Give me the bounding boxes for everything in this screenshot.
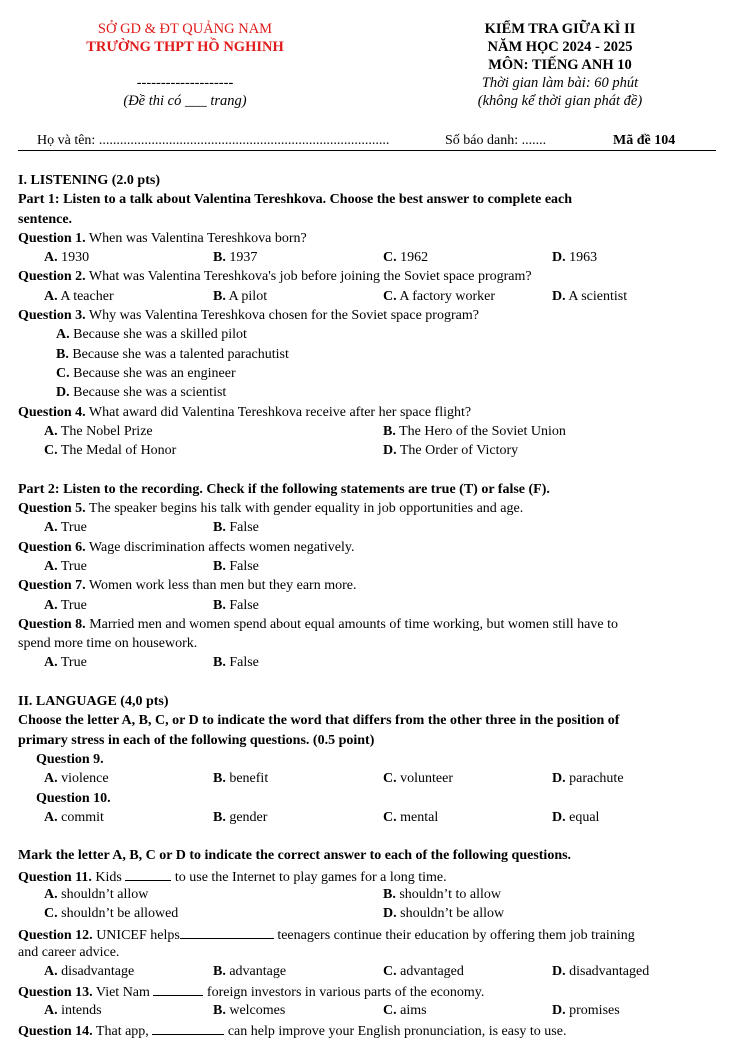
option-d[interactable]: D. 1963 — [552, 250, 598, 266]
question-6: Question 6. Wage discrimination affects women negatively. — [18, 539, 355, 555]
option-true[interactable]: A. True — [44, 597, 87, 613]
question-13-options — [18, 1001, 718, 1020]
question-label: Question 1. — [18, 230, 86, 246]
option-true[interactable]: A. True — [44, 558, 87, 574]
option-b[interactable]: B. A pilot — [213, 288, 268, 304]
option-a[interactable]: A. commit — [44, 809, 104, 825]
question-10-options — [18, 808, 718, 827]
stress-instructions-cont: primary stress in each of the following questions. (0.5 point) — [18, 732, 375, 748]
option-c[interactable]: C. advantaged — [383, 964, 464, 980]
school-year: NĂM HỌC 2024 - 2025 — [487, 39, 633, 55]
exam-code: Mã đề 104 — [613, 133, 676, 148]
question-1 — [18, 229, 718, 248]
question-8: Question 8. Married men and women spend about equal amounts of time working, but women still have to — [18, 616, 618, 632]
option-b[interactable]: B. Because she was a talented parachutist — [56, 346, 289, 362]
option-c[interactable]: C. Because she was an engineer — [56, 365, 236, 381]
option-a[interactable]: A. disadvantage — [44, 964, 135, 980]
part1-title: Part 1: Listen to a talk about Valentina Tereshkova. Choose the best answer to complete each — [18, 192, 573, 208]
option-false[interactable]: B. False — [213, 558, 259, 574]
option-d[interactable]: D. A scientist — [552, 288, 628, 304]
option-true[interactable]: A. True — [44, 655, 87, 671]
option-c[interactable]: C. mental — [383, 809, 439, 825]
question-13: Question 13. Viet Nam foreign investors in various parts of the economy. — [18, 981, 718, 1000]
question-14: Question 14. That app, can help improve your English pronunciation, is easy to use. — [18, 1020, 718, 1039]
exam-time: Thời gian làm bài: 60 phút — [481, 75, 639, 91]
option-d[interactable]: D. Because she was a scientist — [56, 385, 227, 401]
question-7-options — [18, 596, 718, 615]
question-11-options-row2 — [18, 904, 718, 923]
option-c[interactable]: C. aims — [383, 1002, 427, 1018]
option-false[interactable]: B. False — [213, 597, 259, 613]
header-right — [430, 20, 690, 110]
exam-content — [18, 171, 718, 1039]
header-divider — [18, 150, 716, 151]
question-label: Question 3. — [18, 308, 86, 324]
question-9: Question 9. — [36, 751, 104, 767]
option-a[interactable]: A. intends — [44, 1002, 102, 1018]
question-12-options — [18, 962, 718, 981]
answer-blank — [125, 866, 171, 881]
option-c[interactable]: C. A factory worker — [383, 288, 495, 304]
answer-blank — [153, 981, 203, 996]
pages-note: (Đề thi có ___ trang) — [123, 93, 247, 109]
option-d[interactable]: D. promises — [552, 1002, 620, 1018]
option-true[interactable]: A. True — [44, 520, 87, 536]
option-c[interactable]: C. The Medal of Honor — [44, 443, 177, 459]
subject-title: MÔN: TIẾNG ANH 10 — [488, 57, 632, 73]
question-10: Question 10. — [36, 790, 111, 806]
option-b[interactable]: B. advantage — [213, 964, 287, 980]
student-name-field[interactable]: Họ và tên: ................................................................................... — [37, 133, 390, 148]
option-a[interactable]: A. violence — [44, 771, 109, 787]
part1-title-cont: sentence. — [18, 211, 73, 227]
question-11-options-row1 — [18, 885, 718, 904]
option-c[interactable]: C. volunteer — [383, 771, 453, 787]
question-9-options — [18, 769, 718, 788]
question-text: What award did Valentina Tereshkova receive after her space flight? — [85, 404, 472, 420]
question-5-options — [18, 518, 718, 537]
option-false[interactable]: B. False — [213, 655, 259, 671]
time-note: (không kể thời gian phát đề) — [477, 93, 643, 109]
question-text: When was Valentina Tereshkova born? — [85, 230, 307, 246]
option-b[interactable]: B. shouldn’t to allow — [383, 886, 501, 902]
option-a[interactable]: A. Because she was a skilled pilot — [56, 327, 247, 343]
question-4-options-row2 — [18, 441, 718, 460]
option-false[interactable]: B. False — [213, 520, 259, 536]
section-language-title: II. LANGUAGE (4,0 pts) — [18, 694, 169, 710]
option-a[interactable]: A. shouldn’t allow — [44, 886, 149, 902]
option-b[interactable]: B. 1937 — [213, 250, 258, 266]
answer-blank — [180, 924, 274, 939]
option-a[interactable]: A. The Nobel Prize — [44, 423, 153, 439]
question-3 — [18, 306, 718, 325]
stress-instructions: Choose the letter A, B, C, or D to indicate the word that differs from the other three in the position of — [18, 713, 620, 729]
question-label: Question 2. — [18, 269, 86, 285]
question-2-options — [18, 287, 718, 306]
option-d[interactable]: D. equal — [552, 809, 600, 825]
question-8-cont: spend more time on housework. — [18, 636, 198, 652]
option-c[interactable]: C. 1962 — [383, 250, 429, 266]
question-label: Question 4. — [18, 404, 86, 420]
question-8-options — [18, 653, 718, 672]
question-4-options-row1 — [18, 422, 718, 441]
school-name: TRƯỜNG THPT HỒ NGHINH — [86, 39, 284, 55]
option-b[interactable]: B. welcomes — [213, 1002, 286, 1018]
question-6-options — [18, 557, 718, 576]
section-listening-title: I. LISTENING (2.0 pts) — [18, 173, 160, 188]
option-d[interactable]: D. The Order of Victory — [383, 443, 519, 459]
department-name: SỞ GD & ĐT QUẢNG NAM — [97, 21, 273, 37]
question-12-cont: and career advice. — [18, 944, 120, 960]
question-11: Question 11. Kids to use the Internet to play games for a long time. — [18, 866, 718, 885]
option-a[interactable]: A. A teacher — [44, 288, 114, 304]
candidate-number-field[interactable]: Số báo danh: ....... — [445, 133, 547, 148]
option-d[interactable]: D. shouldn’t be allow — [383, 906, 505, 922]
question-text: What was Valentina Tereshkova's job before joining the Soviet space program? — [85, 269, 532, 285]
question-12: Question 12. UNICEF helps teenagers continue their education by offering them job training — [18, 924, 718, 943]
question-1-options — [18, 248, 718, 267]
question-7: Question 7. Women work less than men but they earn more. — [18, 578, 357, 594]
question-2 — [18, 267, 718, 286]
option-c[interactable]: C. shouldn’t be allowed — [44, 906, 179, 922]
option-b[interactable]: B. The Hero of the Soviet Union — [383, 423, 566, 439]
header-left — [60, 20, 310, 110]
header-dashes: -------------------- — [136, 75, 234, 91]
exam-title: KIỂM TRA GIỮA KÌ II — [484, 21, 636, 37]
student-id-row — [37, 131, 717, 151]
part2-title: Part 2: Listen to the recording. Check if the following statements are true (T) or false (F). — [18, 481, 550, 497]
question-text: Why was Valentina Tereshkova chosen for the Soviet space program? — [85, 308, 479, 324]
mark-instructions: Mark the letter A, B, C or D to indicate the correct answer to each of the following questions. — [18, 848, 572, 864]
answer-blank — [152, 1020, 224, 1035]
option-d[interactable]: D. disadvantaged — [552, 964, 650, 980]
option-a[interactable]: A. 1930 — [44, 250, 90, 266]
option-b[interactable]: B. benefit — [213, 771, 269, 787]
question-5: Question 5. The speaker begins his talk with gender equality in job opportunities and age. — [18, 501, 524, 517]
question-4 — [18, 403, 718, 422]
option-b[interactable]: B. gender — [213, 809, 268, 825]
option-d[interactable]: D. parachute — [552, 771, 624, 787]
